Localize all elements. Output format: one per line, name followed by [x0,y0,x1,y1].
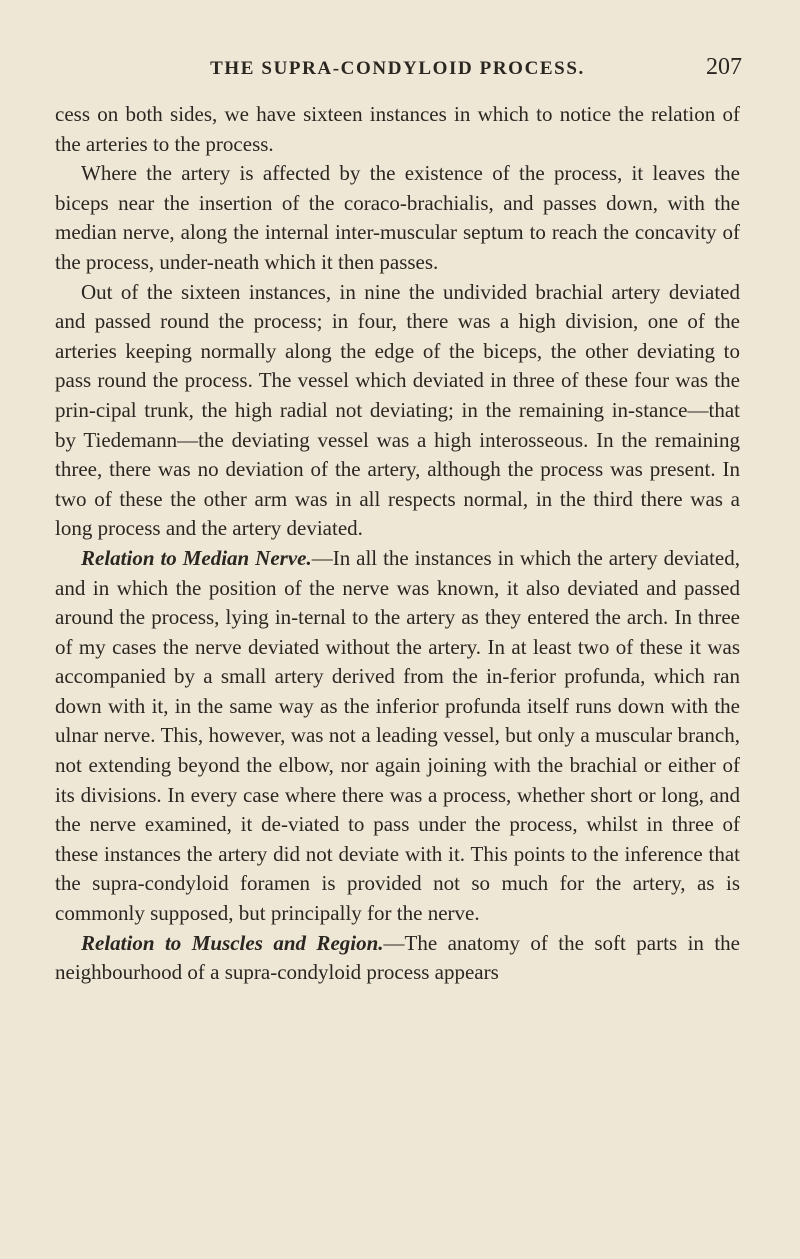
running-head: THE SUPRA-CONDYLOID PROCESS. [210,58,585,79]
page-number: 207 [706,54,742,80]
body-text [55,100,740,988]
section-heading-median-nerve: Relation to Median Nerve. [81,545,312,570]
paragraph-muscles-region: Relation to Muscles and Region.—The anatomy of the soft parts in the neighbourhood of a supra-condyloid process appears [55,930,740,985]
paragraph-continuation: cess on both sides, we have sixteen instances in which to notice the relation of the arteries to the process. [55,102,740,156]
page-header [55,52,740,86]
paragraph-instances: Out of the sixteen instances, in nine the undivided brachial artery deviated and passed round the process; in four, there was a high division, one of the arteries keeping normally along the edge of the biceps, the other deviating to pass round the process. The vessel which deviated in three of these four was the prin-cipal trunk, the high radial not deviating; in the remaining in-stance—that by Tiedemann—the deviating vessel was a high interosseous. In the remaining three, there was no deviation of the artery, although the process was present. In two of these the other arm was in all respects normal, in the third there was a long process and the artery deviated. [55,279,740,541]
paragraph-artery-course: Where the artery is affected by the existence of the process, it leaves the biceps near the insertion of the coraco-brachialis, and passes down, with the median nerve, along the internal inter-muscular septum to reach the concavity of the process, under-neath which it then passes. [55,161,740,274]
section-heading-muscles-region: Relation to Muscles and Region. [81,930,384,955]
paragraph-median-nerve: Relation to Median Nerve.—In all the instances in which the artery deviated, and in which the position of the nerve was known, it also deviated and passed around the process, lying in-ternal to the artery as they entered the arch. In three of my cases the nerve deviated without the artery. In at least two of these it was accompanied by a small artery derived from the in-ferior profunda, which ran down with it, in the same way as the inferior profunda itself runs down with the ulnar nerve. This, however, was not a leading vessel, but only a muscular branch, not extending beyond the elbow, nor again joining with the brachial or either of its divisions. In every case where there was a process, whether short or long, and the nerve examined, it de-viated to pass under the process, whilst in three of these instances the artery did not deviate with it. This points to the inference that the supra-condyloid foramen is provided not so much for the artery, as is commonly supposed, but principally for the nerve. [55,545,740,926]
